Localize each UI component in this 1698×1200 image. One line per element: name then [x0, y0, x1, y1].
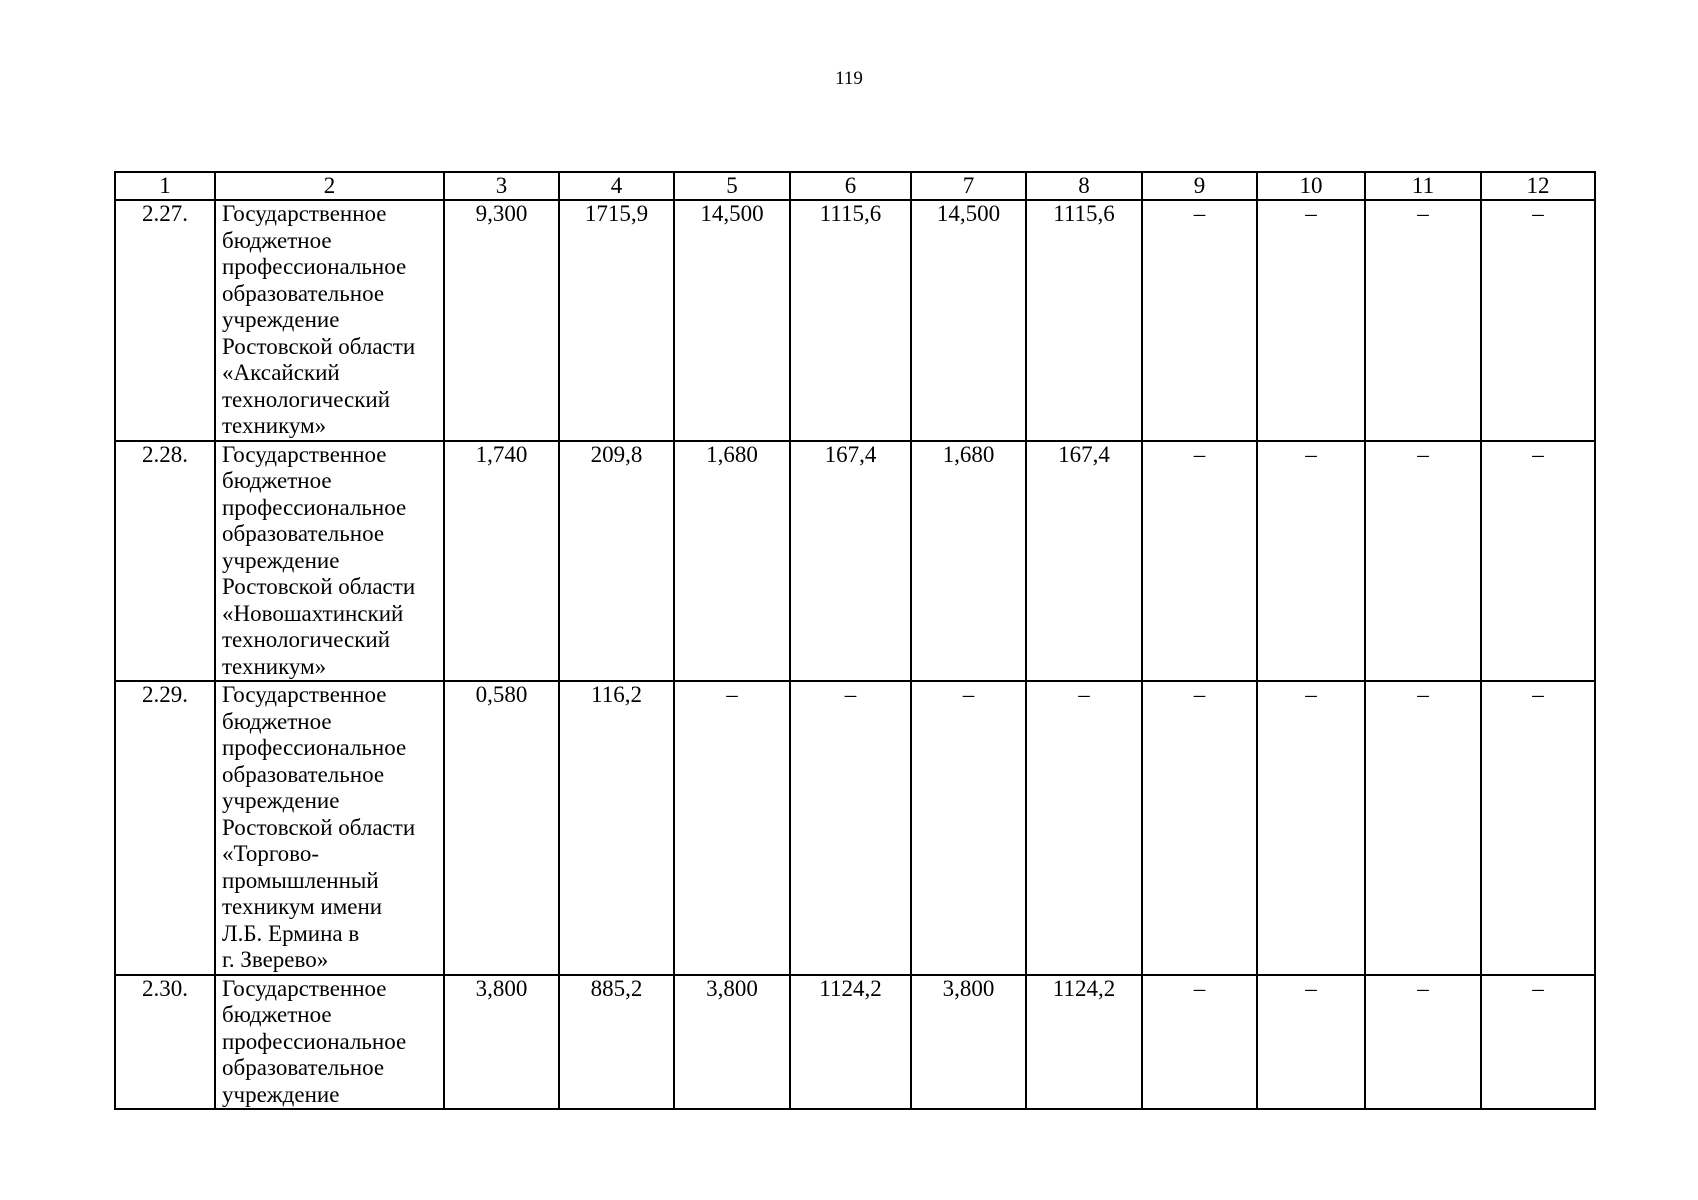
table-row	[115, 441, 1595, 682]
institution-name-line: Ростовской области	[222, 333, 416, 359]
value-cell-col-4: 885,2	[559, 975, 674, 1110]
value-cell-col-12: –	[1481, 975, 1595, 1110]
institution-name-line: Государственное	[222, 975, 387, 1001]
column-header-5: 5	[674, 172, 790, 200]
institution-name-line: Ростовской области	[222, 574, 416, 599]
institution-name-line: образовательное	[222, 761, 385, 787]
value-cell-col-4: 116,2	[559, 681, 674, 975]
value-cell-col-3: 3,800	[444, 975, 559, 1110]
value-cell-col-3: 1,740	[444, 441, 559, 682]
value-cell-col-10: –	[1257, 441, 1365, 682]
institution-name-line: Государственное	[222, 682, 387, 707]
row-number: 2.27.	[115, 200, 215, 441]
institution-name-line: образовательное	[222, 280, 385, 306]
institution-name-line: учреждение	[222, 1081, 340, 1107]
value-cell-col-3: 9,300	[444, 200, 559, 441]
institution-name-line: учреждение	[222, 547, 340, 573]
institution-name-line: бюджетное	[222, 708, 332, 734]
column-header-3: 3	[444, 172, 559, 200]
column-header-7: 7	[911, 172, 1026, 200]
data-table	[114, 171, 1596, 1110]
table-row	[115, 975, 1595, 1110]
value-cell-col-4: 1715,9	[559, 200, 674, 441]
row-number: 2.28.	[115, 441, 215, 682]
value-cell-col-12: –	[1481, 441, 1595, 682]
value-cell-col-3: 0,580	[444, 681, 559, 975]
institution-name	[215, 200, 444, 441]
value-cell-col-7: 3,800	[911, 975, 1026, 1110]
institution-name-line: техникум имени	[222, 894, 383, 919]
institution-name-line: бюджетное	[222, 227, 332, 253]
institution-name-line: Ростовской области	[222, 814, 416, 840]
column-header-1: 1	[115, 172, 215, 200]
institution-name	[215, 681, 444, 975]
value-cell-col-5: 14,500	[674, 200, 790, 441]
header-row	[115, 172, 1595, 200]
institution-name-line: образовательное	[222, 1055, 385, 1080]
value-cell-col-10: –	[1257, 975, 1365, 1110]
column-header-2: 2	[215, 172, 444, 200]
value-cell-col-11: –	[1365, 975, 1481, 1110]
value-cell-col-9: –	[1142, 681, 1257, 975]
institution-name-line: учреждение	[222, 307, 340, 332]
value-cell-col-11: –	[1365, 681, 1481, 975]
page-number: 119	[835, 68, 863, 89]
institution-name-line: учреждение	[222, 788, 340, 813]
value-cell-col-12: –	[1481, 681, 1595, 975]
value-cell-col-5: 1,680	[674, 441, 790, 682]
value-cell-col-8: –	[1026, 681, 1142, 975]
institution-name-line: бюджетное	[222, 1002, 332, 1027]
institution-name-line: Государственное	[222, 441, 387, 467]
institution-name-line: профессиональное	[222, 494, 407, 520]
value-cell-col-9: –	[1142, 975, 1257, 1110]
value-cell-col-6: 1124,2	[790, 975, 911, 1110]
institution-name-line: профессиональное	[222, 735, 407, 760]
institution-name-line: Государственное	[222, 201, 387, 226]
institution-name-line: «Торгово-	[222, 841, 320, 866]
column-header-12: 12	[1481, 172, 1595, 200]
institution-name-line: «Аксайский	[222, 360, 340, 385]
institution-name-line: профессиональное	[222, 254, 407, 279]
value-cell-col-8: 1115,6	[1026, 200, 1142, 441]
institution-name-line: техникум»	[222, 653, 327, 679]
value-cell-col-6: 167,4	[790, 441, 911, 682]
table-row	[115, 681, 1595, 975]
institution-name-line: промышленный	[222, 867, 379, 893]
value-cell-col-12: –	[1481, 200, 1595, 441]
institution-name-line: технологический	[222, 627, 391, 652]
value-cell-col-5: 3,800	[674, 975, 790, 1110]
institution-name-line: «Новошахтинский	[222, 600, 404, 626]
value-cell-col-7: –	[911, 681, 1026, 975]
value-cell-col-9: –	[1142, 200, 1257, 441]
value-cell-col-5: –	[674, 681, 790, 975]
institution-name-line: технологический	[222, 386, 391, 412]
column-header-8: 8	[1026, 172, 1142, 200]
row-number: 2.30.	[115, 975, 215, 1110]
value-cell-col-8: 1124,2	[1026, 975, 1142, 1110]
value-cell-col-10: –	[1257, 200, 1365, 441]
column-header-11: 11	[1365, 172, 1481, 200]
institution-name-line: Л.Б. Ермина в	[222, 920, 360, 946]
institution-name	[215, 441, 444, 682]
institution-name-line: бюджетное	[222, 468, 332, 493]
column-header-6: 6	[790, 172, 911, 200]
value-cell-col-4: 209,8	[559, 441, 674, 682]
column-header-4: 4	[559, 172, 674, 200]
value-cell-col-6: 1115,6	[790, 200, 911, 441]
value-cell-col-7: 14,500	[911, 200, 1026, 441]
column-header-10: 10	[1257, 172, 1365, 200]
value-cell-col-7: 1,680	[911, 441, 1026, 682]
value-cell-col-11: –	[1365, 200, 1481, 441]
institution-name-line: техникум»	[222, 413, 327, 438]
institution-name-line: образовательное	[222, 521, 385, 546]
column-header-9: 9	[1142, 172, 1257, 200]
institution-name-line: профессиональное	[222, 1028, 407, 1054]
value-cell-col-9: –	[1142, 441, 1257, 682]
table-row	[115, 200, 1595, 441]
value-cell-col-10: –	[1257, 681, 1365, 975]
value-cell-col-6: –	[790, 681, 911, 975]
institution-name-line: г. Зверево»	[222, 947, 329, 972]
value-cell-col-8: 167,4	[1026, 441, 1142, 682]
institution-name	[215, 975, 444, 1110]
row-number: 2.29.	[115, 681, 215, 975]
value-cell-col-11: –	[1365, 441, 1481, 682]
